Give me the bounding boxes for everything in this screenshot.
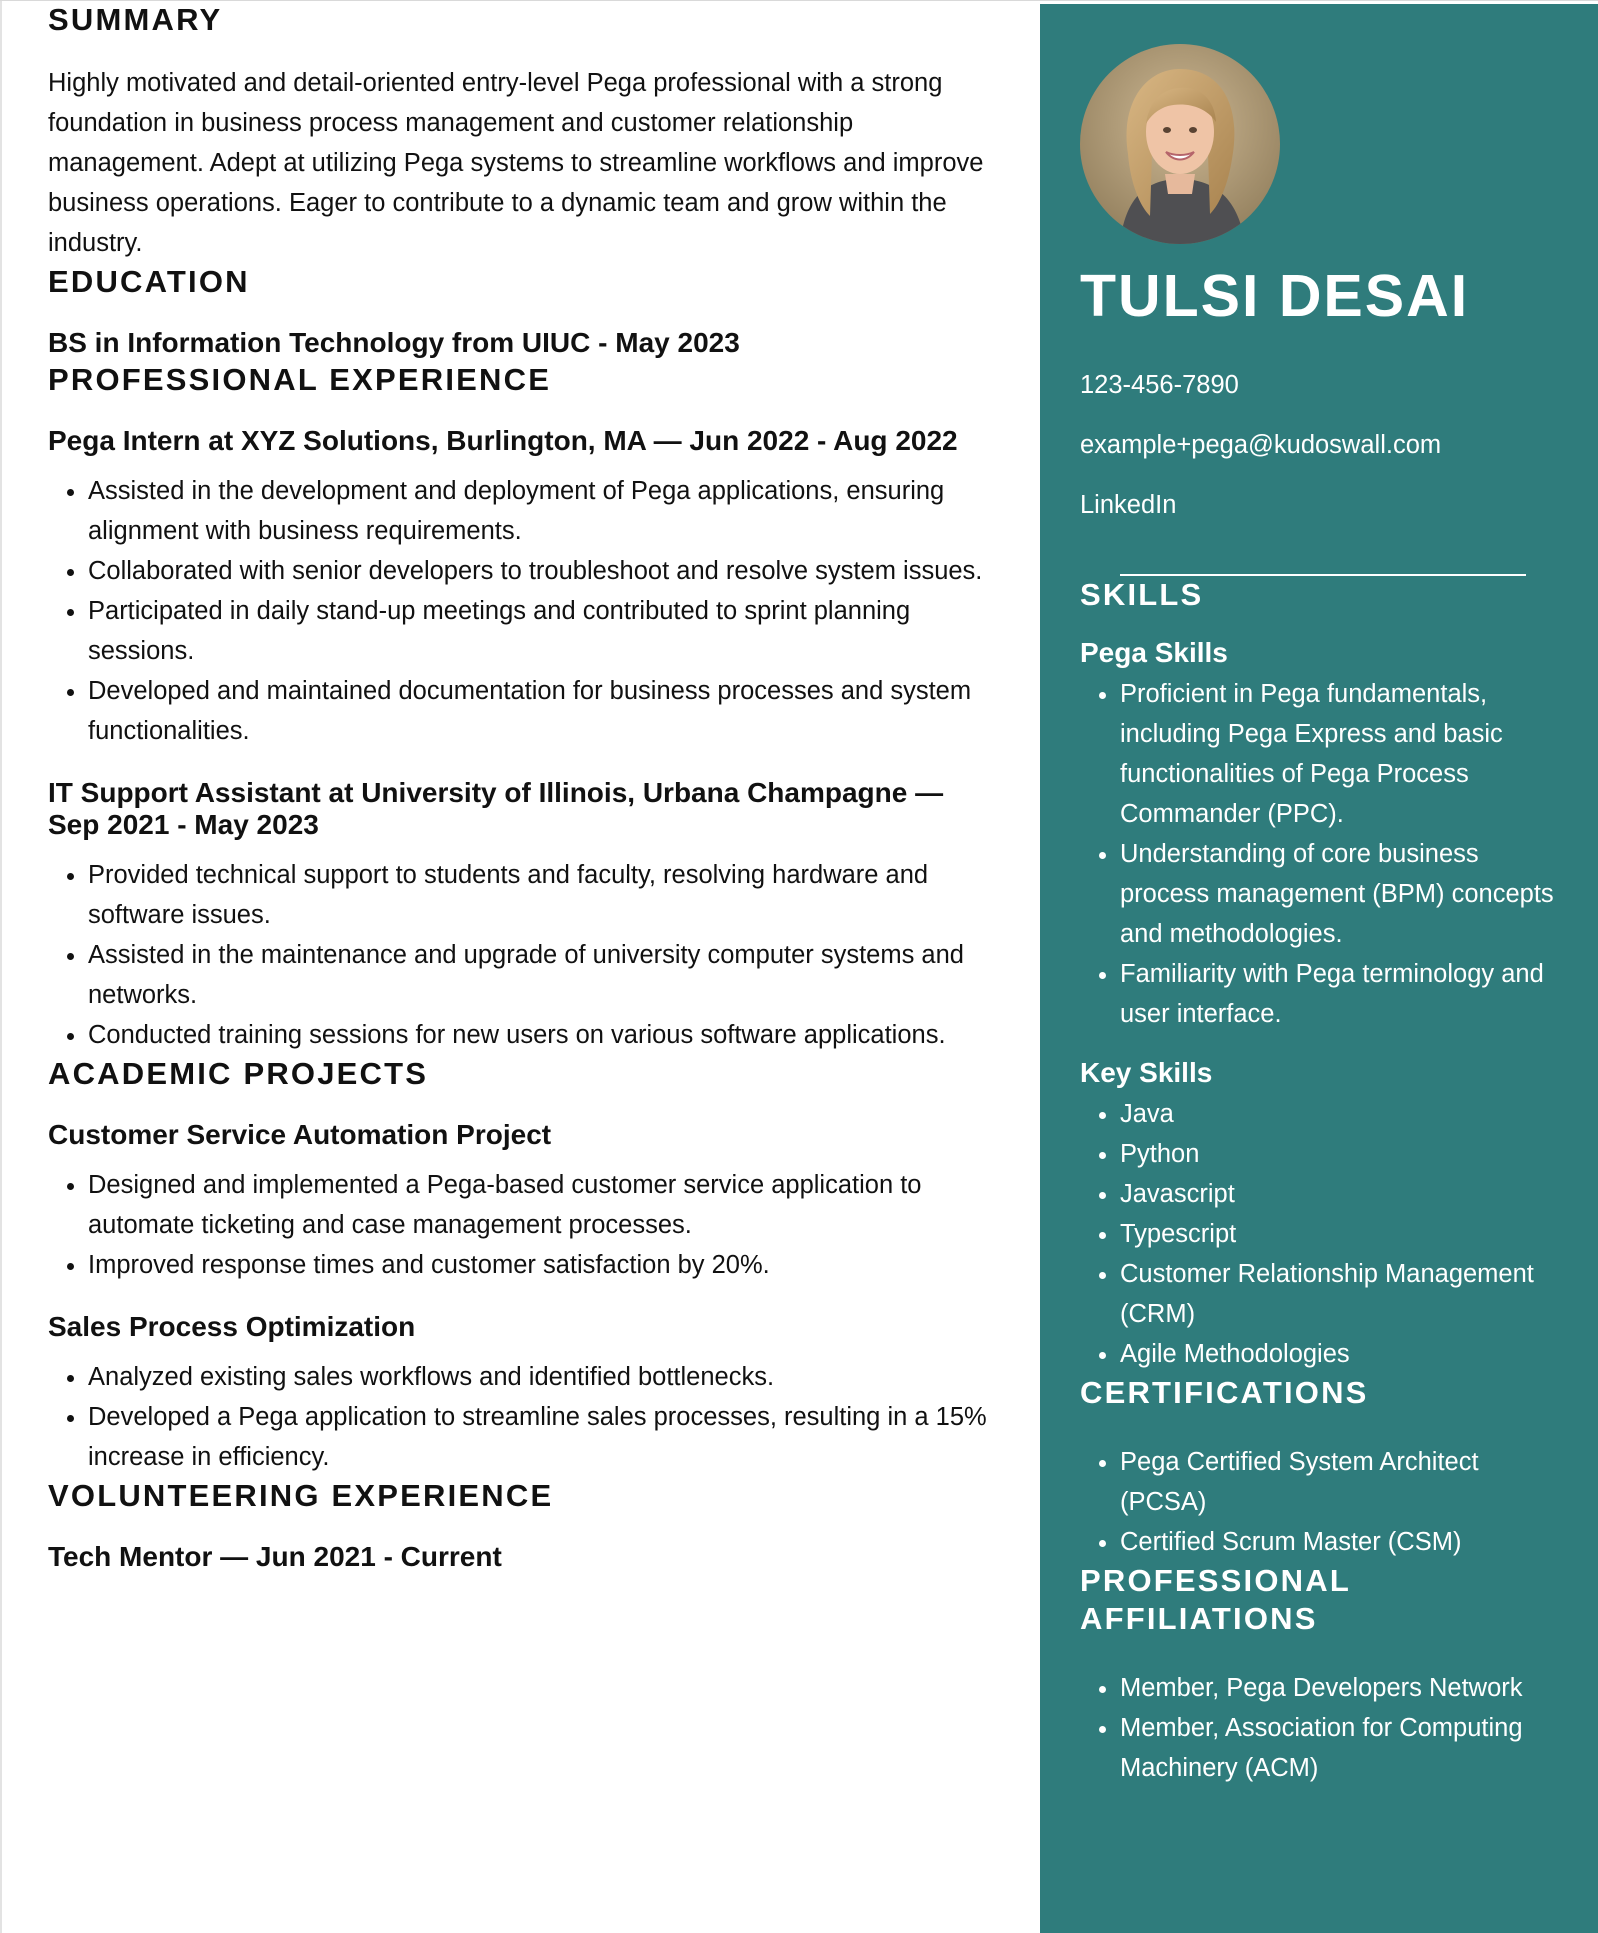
avatar: [1080, 44, 1280, 244]
list-item: • Javascript: [1120, 1174, 1564, 1214]
job-title: IT Support Assistant at University of Illinois, Urbana Champagne — Sep 2021 - May 2023: [48, 777, 944, 840]
certifications-heading: CERTIFICATIONS: [1080, 1375, 1369, 1410]
summary-text: Highly motivated and detail-oriented entry-level Pega professional with a strong foundation in business process management and customer relationship management. Adept at utilizing Pega systems to streamline workflows and improve business operations. Eager to contribute to a dynamic team and grow within the industry.: [48, 69, 984, 257]
sidebar: [1040, 4, 1598, 1933]
list-item: • Certified Scrum Master (CSM): [1120, 1522, 1564, 1562]
page-edge: [0, 1, 2, 1933]
list-item: • Pega Certified System Architect (PCSA): [1120, 1442, 1564, 1522]
list-item: • Designed and implemented a Pega-based customer service application to automate ticketing and case management processes.: [88, 1165, 998, 1245]
list-item: • Member, Association for Computing Machinery (ACM): [1120, 1708, 1564, 1788]
list-item: • Participated in daily stand-up meetings and contributed to sprint planning sessions.: [88, 591, 998, 671]
linkedin-link[interactable]: LinkedIn: [1080, 491, 1177, 519]
skills-group-title: Pega Skills: [1080, 637, 1228, 668]
list-item: • Customer Relationship Management (CRM): [1120, 1254, 1564, 1334]
email-address[interactable]: example+pega@kudoswall.com: [1080, 431, 1442, 459]
list-item: • Collaborated with senior developers to troubleshoot and resolve system issues.: [88, 551, 998, 591]
list-item: • Provided technical support to students and faculty, resolving hardware and software issues.: [88, 855, 998, 935]
skills-list: [1080, 1094, 1564, 1374]
list-item: • Assisted in the development and deployment of Pega applications, ensuring alignment with business requirements.: [88, 471, 998, 551]
list-item: • Member, Pega Developers Network: [1120, 1668, 1564, 1708]
affiliations-heading: PROFESSIONAL AFFILIATIONS: [1080, 1563, 1351, 1636]
list-item: • Improved response times and customer satisfaction by 20%.: [88, 1245, 998, 1285]
education-heading: EDUCATION: [48, 264, 250, 299]
phone-number: 123-456-7890: [1080, 371, 1239, 399]
experience-heading: PROFESSIONAL EXPERIENCE: [48, 362, 552, 397]
job-bullets: [48, 855, 998, 1055]
person-name: TULSI DESAI: [1080, 263, 1470, 329]
project-title: Customer Service Automation Project: [48, 1119, 552, 1150]
list-item: • Typescript: [1120, 1214, 1564, 1254]
list-item: • Proficient in Pega fundamentals, including Pega Express and basic functionalities of Pega Process Commander (PPC).: [1120, 674, 1564, 834]
list-item: • Analyzed existing sales workflows and identified bottlenecks.: [88, 1357, 998, 1397]
job-title: Pega Intern at XYZ Solutions, Burlington, MA — Jun 2022 - Aug 2022: [48, 425, 958, 456]
projects-heading: ACADEMIC PROJECTS: [48, 1056, 429, 1091]
job-bullets: [48, 471, 998, 751]
list-item: • Developed and maintained documentation for business processes and system functionalities.: [88, 671, 998, 751]
profile-photo-icon: [1080, 44, 1280, 244]
list-item: • Understanding of core business process management (BPM) concepts and methodologies.: [1120, 834, 1564, 954]
main-column: [48, 1, 998, 1573]
project-bullets: [48, 1165, 998, 1285]
volunteer-title: Tech Mentor — Jun 2021 - Current: [48, 1541, 502, 1572]
project-title: Sales Process Optimization: [48, 1311, 416, 1342]
list-item: • Python: [1120, 1134, 1564, 1174]
project-bullets: [48, 1357, 998, 1477]
list-item: • Developed a Pega application to streamline sales processes, resulting in a 15% increase in efficiency.: [88, 1397, 998, 1477]
list-item: • Familiarity with Pega terminology and user interface.: [1120, 954, 1564, 1034]
list-item: • Java: [1120, 1094, 1564, 1134]
skills-list: [1080, 674, 1564, 1034]
skills-heading: SKILLS: [1080, 577, 1204, 612]
affiliations-list: [1080, 1668, 1564, 1788]
education-degree: BS in Information Technology from UIUC - May 2023: [48, 327, 740, 358]
list-item: • Conducted training sessions for new users on various software applications.: [88, 1015, 998, 1055]
certifications-list: [1080, 1442, 1564, 1562]
summary-heading: SUMMARY: [48, 2, 223, 37]
skills-group-title: Key Skills: [1080, 1057, 1213, 1088]
list-item: • Agile Methodologies: [1120, 1334, 1564, 1374]
list-item: • Assisted in the maintenance and upgrade of university computer systems and networks.: [88, 935, 998, 1015]
volunteering-heading: VOLUNTEERING EXPERIENCE: [48, 1478, 554, 1513]
